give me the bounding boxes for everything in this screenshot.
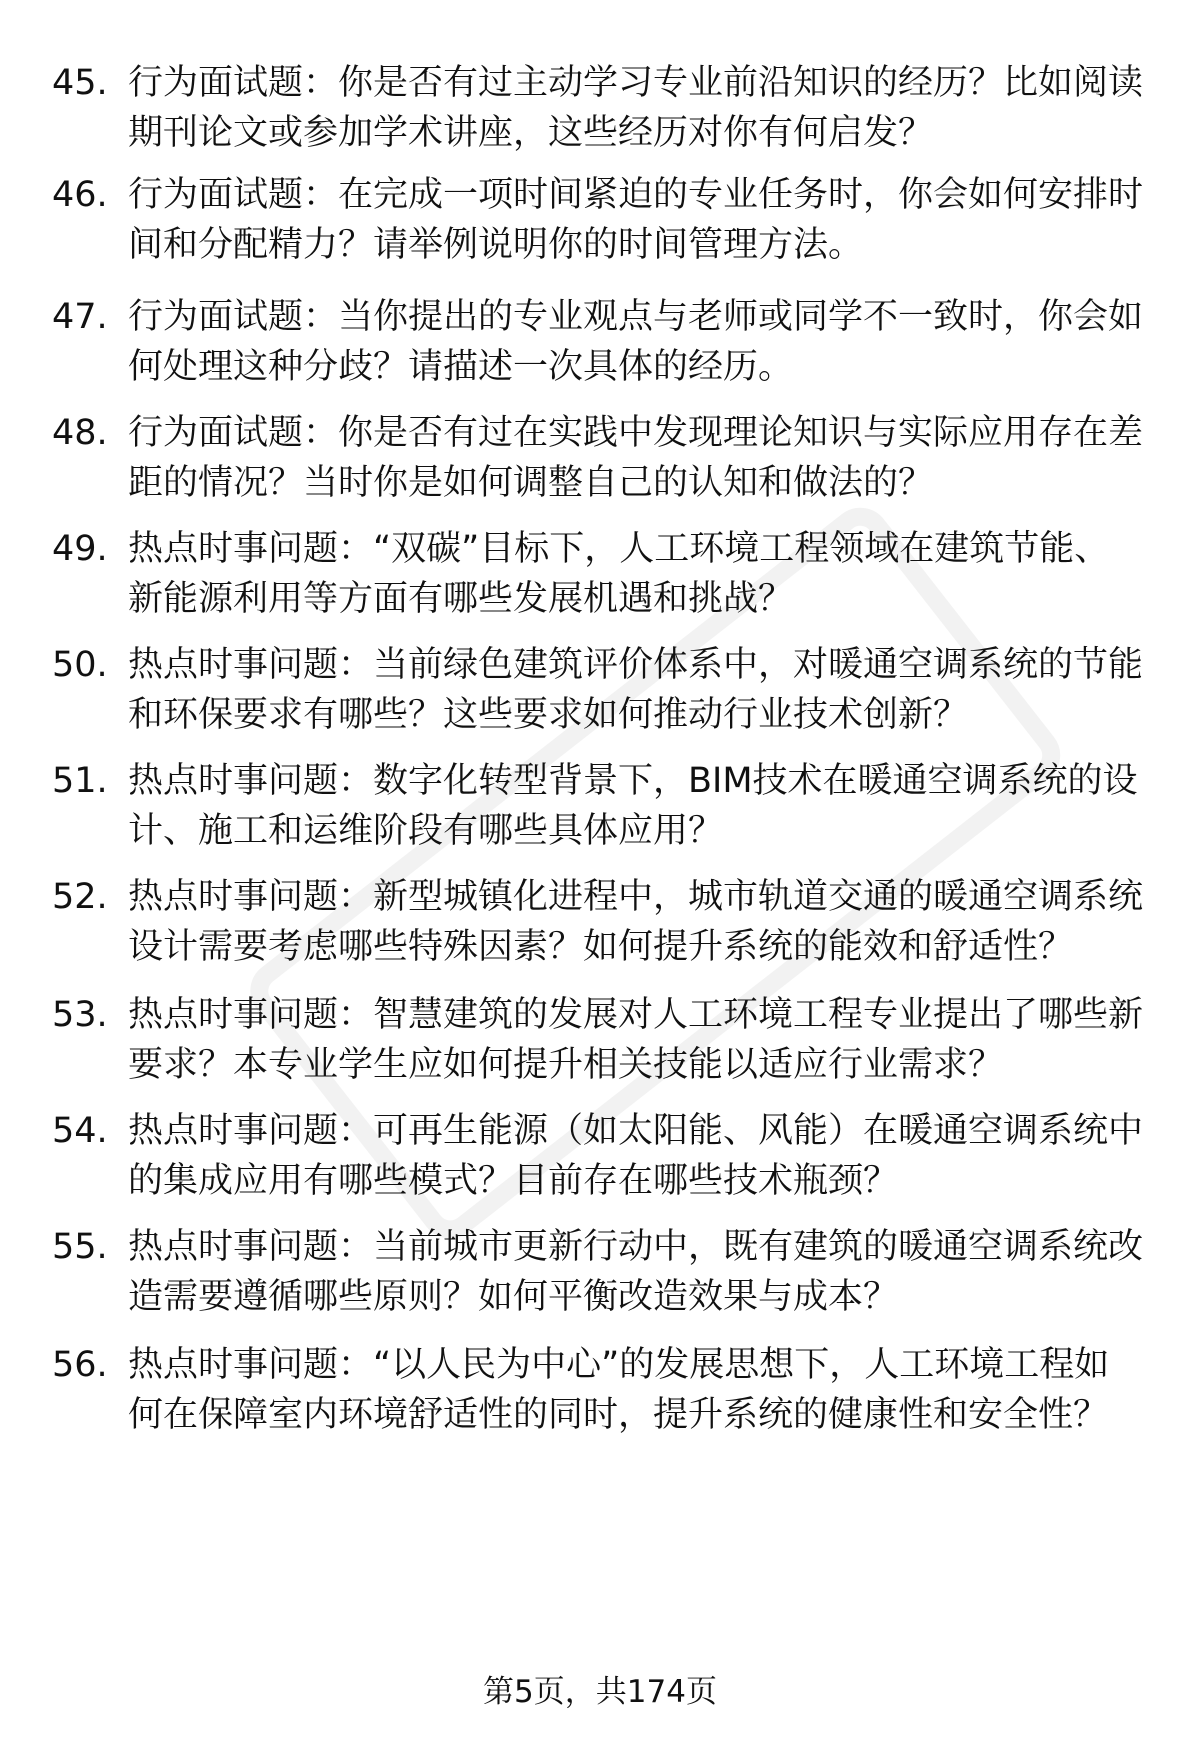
question-number: 51. — [52, 761, 108, 801]
question-text: 行为面试题：当你提出的专业观点与老师或同学不一致时，你会如何处理这种分歧？请描述一次具体的经历。 — [128, 297, 1144, 387]
question-number: 46. — [52, 175, 108, 215]
question-number: 55. — [52, 1227, 108, 1267]
question-number: 45. — [52, 63, 108, 103]
question-text: 热点时事问题：“以人民为中心”的发展思想下，人工环境工程如何在保障室内环境舒适性的同时，提升系统的健康性和安全性？ — [128, 1345, 1110, 1435]
question-number: 50. — [52, 645, 108, 685]
question-number: 52. — [52, 877, 108, 917]
question-number: 49. — [52, 529, 108, 569]
question-number: 53. — [52, 995, 108, 1035]
question-text: 行为面试题：你是否有过主动学习专业前沿知识的经历？比如阅读期刊论文或参加学术讲座，这些经历对你有何启发？ — [128, 63, 1144, 153]
question-number: 47. — [52, 297, 108, 337]
question-text: 热点时事问题：智慧建筑的发展对人工环境工程专业提出了哪些新要求？本专业学生应如何提升相关技能以适应行业需求？ — [128, 995, 1144, 1085]
question-number: 48. — [52, 413, 108, 453]
question-number: 54. — [52, 1111, 108, 1151]
question-text: 热点时事问题：新型城镇化进程中，城市轨道交通的暖通空调系统设计需要考虑哪些特殊因素？如何提升系统的能效和舒适性？ — [128, 877, 1144, 967]
question-number: 56. — [52, 1345, 108, 1385]
question-text: 热点时事问题：“双碳”目标下，人工环境工程领域在建筑节能、新能源利用等方面有哪些发展机遇和挑战？ — [128, 529, 1110, 619]
question-text: 热点时事问题：数字化转型背景下，BIM技术在暖通空调系统的设计、施工和运维阶段有哪些具体应用？ — [128, 761, 1138, 851]
question-text: 行为面试题：你是否有过在实践中发现理论知识与实际应用存在差距的情况？当时你是如何调整自己的认知和做法的？ — [128, 413, 1144, 503]
question-text: 行为面试题：在完成一项时间紧迫的专业任务时，你会如何安排时间和分配精力？请举例说明你的时间管理方法。 — [128, 175, 1144, 265]
question-text: 热点时事问题：当前绿色建筑评价体系中，对暖通空调系统的节能和环保要求有哪些？这些要求如何推动行业技术创新？ — [128, 645, 1144, 735]
page-footer: 第5页，共174页 — [483, 1674, 717, 1710]
question-text: 热点时事问题：可再生能源（如太阳能、风能）在暖通空调系统中的集成应用有哪些模式？目前存在哪些技术瓶颈？ — [128, 1111, 1144, 1201]
question-text: 热点时事问题：当前城市更新行动中，既有建筑的暖通空调系统改造需要遵循哪些原则？如何平衡改造效果与成本？ — [128, 1227, 1144, 1317]
